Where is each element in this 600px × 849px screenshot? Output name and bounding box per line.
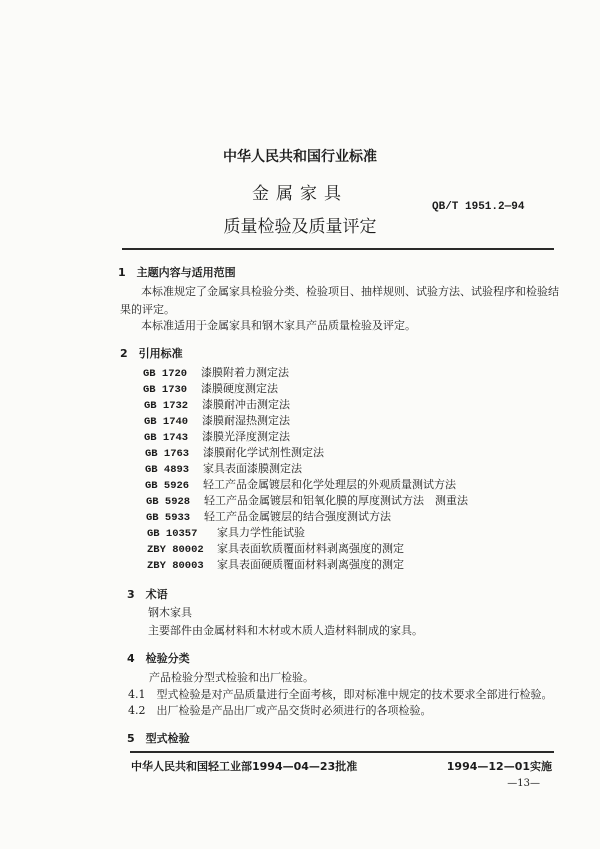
- reference-item: [143, 367, 289, 380]
- reference-title: 漆膜耐湿热测定法: [202, 414, 290, 427]
- footer-rule: [130, 751, 554, 753]
- section-2-heading: 2 引用标准: [120, 347, 183, 360]
- reference-item: [144, 431, 290, 444]
- term-definition: 主要部件由金属材料和木材或木质人造材料制成的家具。: [148, 624, 423, 637]
- title-line-2: 质量检验及质量评定: [223, 217, 377, 237]
- reference-code: GB 1763: [145, 448, 190, 460]
- reference-title: 轻工产品金属镀层的结合强度测试方法: [204, 510, 391, 523]
- section-1-para-1-cont: 果的评定。: [120, 303, 175, 316]
- effective-date: 1994—12—01实施: [446, 760, 552, 773]
- section-1-para-1: 本标准规定了金属家具检验分类、检验项目、抽样规则、试验方法、试验程序和检验结: [141, 285, 559, 298]
- section-4-1: 4.1 型式检验是对产品质量进行全面考核，即对标准中规定的技术要求全部进行检验。: [128, 688, 553, 701]
- reference-code: GB 10357: [147, 528, 198, 540]
- reference-code: GB 5926: [145, 480, 190, 492]
- reference-title: 家具表面软质覆面材料剥离强度的测定: [217, 542, 404, 555]
- reference-item: [147, 543, 404, 556]
- reference-item: [144, 399, 290, 412]
- title-line-1: 金属家具: [252, 184, 348, 204]
- section-1-para-2: 本标准适用于金属家具和钢木家具产品质量检验及评定。: [141, 319, 416, 332]
- standard-number: QB/T 1951.2—94: [432, 201, 525, 213]
- reference-title: 漆膜耐冲击测定法: [202, 398, 290, 411]
- header-rule: [122, 248, 554, 250]
- reference-code: GB 1743: [144, 432, 189, 444]
- reference-title: 家具力学性能试验: [217, 526, 305, 539]
- reference-title: 轻工产品金属镀层和化学处理层的外观质量测试方法: [203, 478, 456, 491]
- reference-title: 漆膜硬度测定法: [201, 382, 278, 395]
- term: 钢木家具: [148, 606, 192, 619]
- reference-code: GB 5933: [146, 512, 191, 524]
- reference-code: ZBY 80002: [147, 544, 204, 556]
- section-1-heading: 1 主题内容与适用范围: [118, 266, 236, 279]
- section-5-heading: 5 型式检验: [127, 732, 190, 745]
- reference-item: [146, 495, 468, 508]
- page-number: —13—: [507, 778, 540, 789]
- standard-category: 中华人民共和国行业标准: [223, 149, 377, 165]
- reference-item: [143, 383, 278, 396]
- section-4-2: 4.2 出厂检验是产品出厂或产品交货时必须进行的各项检验。: [128, 704, 432, 717]
- section-4-intro: 产品检验分型式检验和出厂检验。: [149, 671, 314, 684]
- reference-code: GB 1740: [144, 416, 189, 428]
- reference-code: GB 1730: [143, 384, 188, 396]
- reference-code: GB 4893: [145, 464, 190, 476]
- reference-title: 家具表面漆膜测定法: [203, 462, 302, 475]
- reference-title: 漆膜耐化学试剂性测定法: [203, 446, 324, 459]
- reference-title: 轻工产品金属镀层和铝氧化膜的厚度测试方法 测重法: [204, 494, 468, 507]
- reference-item: [145, 463, 302, 476]
- reference-title: 家具表面硬质覆面材料剥离强度的测定: [217, 558, 404, 571]
- reference-item: [145, 447, 324, 460]
- reference-item: [144, 415, 290, 428]
- reference-item: [146, 511, 391, 524]
- reference-item: [147, 527, 305, 540]
- reference-item: [147, 559, 404, 572]
- reference-code: GB 1732: [144, 400, 189, 412]
- reference-title: 漆膜附着力测定法: [201, 366, 289, 379]
- section-3-heading: 3 术语: [127, 588, 168, 601]
- section-4-heading: 4 检验分类: [127, 652, 190, 665]
- approval-note: 中华人民共和国轻工业部1994—04—23批准: [131, 760, 358, 773]
- reference-code: ZBY 80003: [147, 560, 204, 572]
- reference-code: GB 1720: [143, 368, 188, 380]
- reference-title: 漆膜光泽度测定法: [202, 430, 290, 443]
- reference-item: [145, 479, 456, 492]
- reference-code: GB 5928: [146, 496, 191, 508]
